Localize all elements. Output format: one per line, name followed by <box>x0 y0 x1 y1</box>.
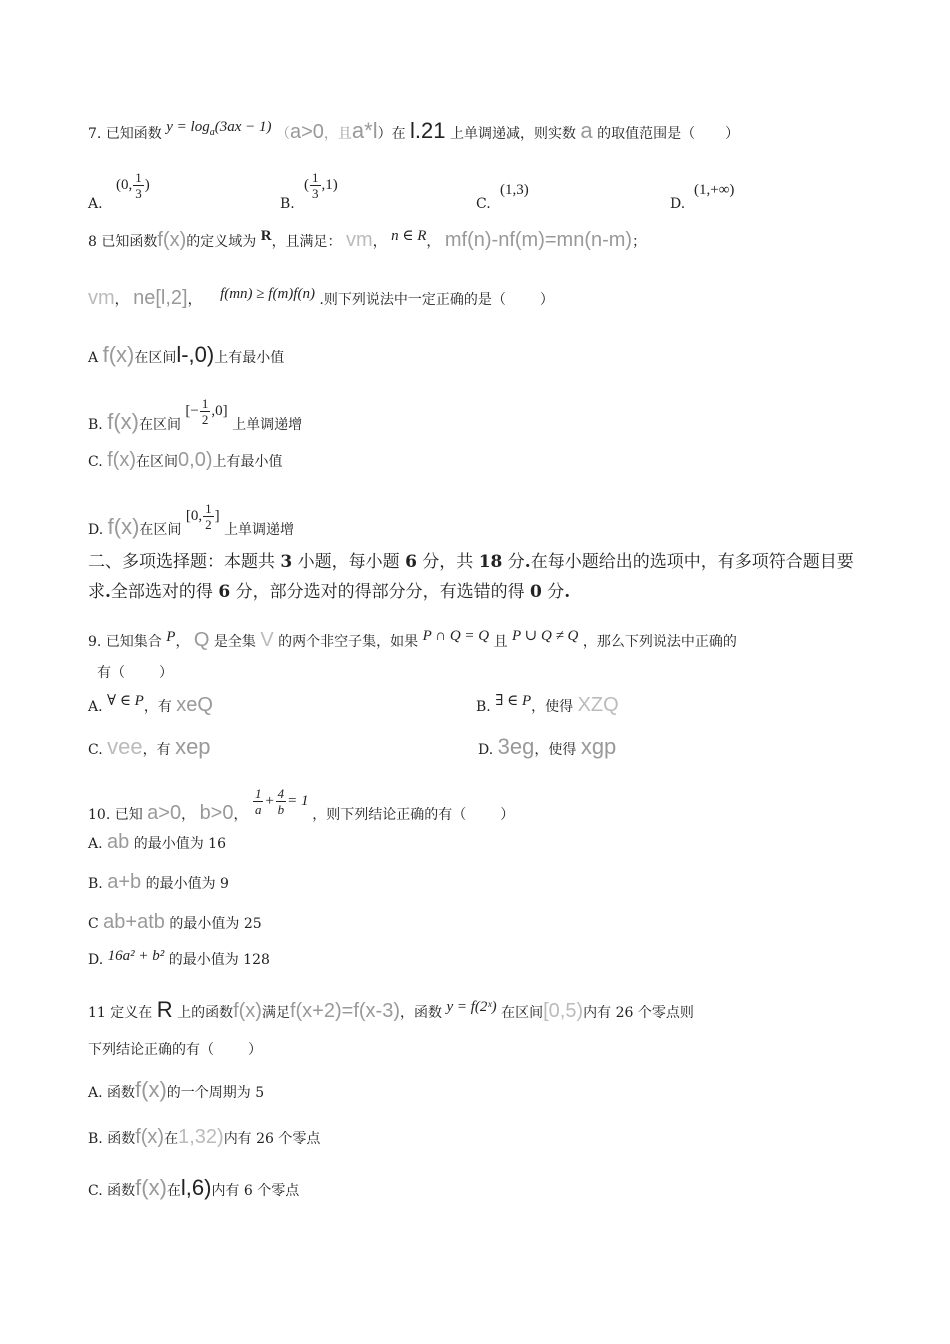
q10-number: 10. <box>88 806 111 823</box>
q11-stem-line1: 11 定义在 R 上的函数f(x)满足f(x+2)=f(x-3)，函数 y = f(2ˣ) 在区间[0,5)内有 26 个零点则 <box>88 997 694 1022</box>
q11-number: 11 <box>88 1005 106 1021</box>
q10-stem: 10. 已知 a>0， b>0， $\frac{1}{a}$ + $\frac{4}{b}$ = 1 ，则下列结论正确的有（ ） <box>88 786 515 824</box>
q8-option-b: B. f(x)在区间 [− $\frac{1}{2}$ ,0] 上单调递增 <box>88 396 303 434</box>
q9-stem-line1: 9. 已知集合 P， Q 是全集 V 的两个非空子集，如果 P ∩ Q = Q 且 P ∪ Q ≠ Q ，那么下列说法中正确的 <box>88 628 737 651</box>
q10-option-a: A. ab 的最小值为 16 <box>88 831 226 853</box>
q10-option-d: D. 16a² + b² 的最小值为 128 <box>88 948 270 968</box>
q11-option-c: C. 函数f(x)在l,6)内有 6 个零点 <box>88 1175 300 1200</box>
q8-number: 8 <box>88 234 97 250</box>
q11-stem-line2: 下列结论正确的有（ ） <box>88 1042 262 1058</box>
q7-interval: l.21 <box>410 118 446 143</box>
q10-option-c: C ab+atb 的最小值为 25 <box>88 911 262 933</box>
q7-option-a: A. <box>88 196 103 212</box>
q7-stem: 7. 已知函数 $y = \log_a(3ax - 1)$ （a>0，且a*l）在 l.21 上单调递减，则实数 a 的取值范围是（ ） <box>88 118 740 143</box>
q7-option-d: D. <box>670 196 686 212</box>
q7-number: 7. <box>88 126 102 142</box>
q10-option-b: B. a+b 的最小值为 9 <box>88 871 229 893</box>
q9-option-d: D. 3eg，使得 xgp <box>478 734 617 759</box>
q8-option-c: C. f(x)在区间0,0)上有最小值 <box>88 449 283 471</box>
q9-number: 9. <box>88 634 102 650</box>
q7-options: A. (0, $\frac{1}{3}$ ) B. ( $\frac{1}{3}$ ,1) C. (1,3) D. (1,+∞) <box>88 170 735 212</box>
q11-option-b: B. 函数f(x)在1,32)内有 26 个零点 <box>88 1126 321 1148</box>
q9-option-b: B. ∃ ∈ P，使得 XZQ <box>476 693 619 716</box>
q7-function: $y = \log_a(3ax - 1)$ <box>166 119 272 138</box>
q8-stem-line1: 8 已知函数f(x)的定义域为 R，且满足： vm， n ∈ R， mf(n)-nf(m)=mn(n-m)； <box>88 228 647 251</box>
q7-option-b: B. <box>280 196 295 212</box>
q8-option-d: D. f(x)在区间 [0, $\frac{1}{2}$ ] 上单调递增 <box>88 501 295 539</box>
q11-option-a: A. 函数f(x)的一个周期为 5 <box>88 1077 265 1102</box>
q8-stem-line2: vm， ne[l,2]， f(mn) ≥ f(m)f(n) .则下列说法中一定正确的是（ ） <box>88 286 554 309</box>
q9-option-c: C. vee，有 xep <box>88 734 211 759</box>
q9-stem-line2: 有（ ） <box>97 665 173 681</box>
q8-option-a: A f(x)在区间l-,0)上有最小值 <box>88 342 285 367</box>
q9-option-a: A. ∀ ∈ P，有 xeQ <box>88 693 213 716</box>
q7-option-c: C. <box>476 196 491 212</box>
section-2-instructions: 二、多项选择题：本题共 3 小题，每小题 6 分，共 18 分.在每小题给出的选项中，有多项符合题目要求.全部选对的得 6 分，部分选对的得部分分，有选错的得 0 分. <box>88 552 854 602</box>
